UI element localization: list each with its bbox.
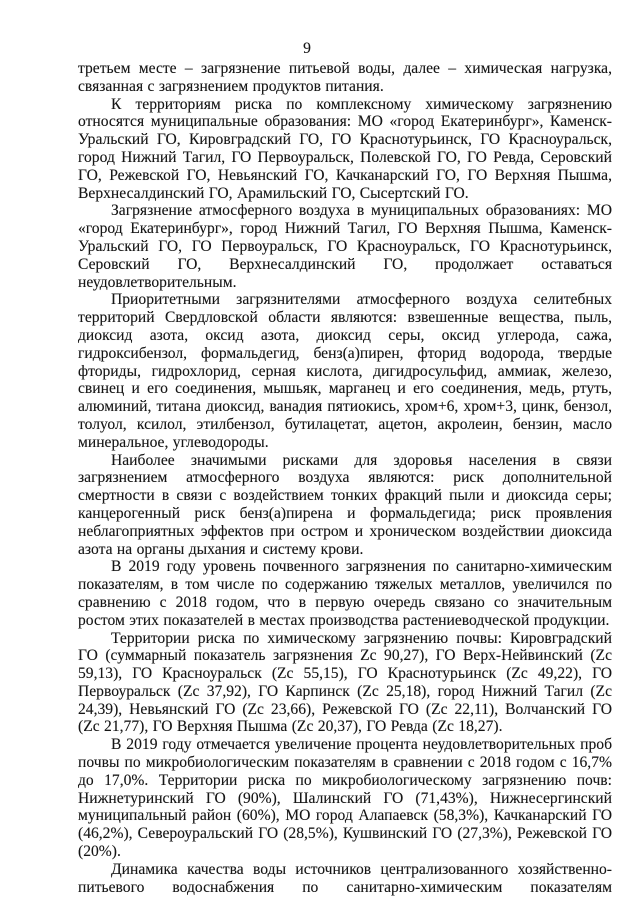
page-number: 9	[303, 40, 311, 57]
paragraph: К территориям риска по комплексному химическому загрязнению относятся муниципальные образования: МО «город Екатеринбург», Каменск-Уральский ГО, Кировградский ГО, ГО Краснотурьинск, ГО Красноуральск, город Нижний Тагил, ГО Первоуральск, Полевской ГО, ГО Ревда, Серовский ГО, Режевской ГО, Невьянский ГО, Качканарский ГО, ГО Верхняя Пышма, Верхнесалдинский ГО, Арамильский ГО, Сысертский ГО.	[78, 95, 612, 202]
paragraph: Территории риска по химическому загрязнению почвы: Кировградский ГО (суммарный показатель загрязнения Zc 90,27), ГО Верх-Нейвинский (Zc 59,13), ГО Красноуральск (Zc 55,15), ГО Краснотурьинск (Zc 49,22), ГО Первоуральск (Zc 37,92), ГО Карпинск (Zc 25,18), город Нижний Тагил (Zc 24,39), Невьянский ГО (Zc 23,66), Режевской ГО (Zc 22,11), Волчанский ГО (Zc 21,77), ГО Верхняя Пышма (Zc 20,37), ГО Ревда (Zc 18,27).	[78, 629, 612, 736]
paragraph: Загрязнение атмосферного воздуха в муниципальных образованиях: МО «город Екатеринбург», город Нижний Тагил, ГО Верхняя Пышма, Каменск-Уральский ГО, ГО Первоуральск, ГО Красноуральск, ГО Краснотурьинск, Серовский ГО, Верхнесалдинский ГО, продолжает оставаться неудовлетворительным.	[78, 202, 612, 291]
paragraph: Динамика качества воды источников централизованного хозяйственно-питьевого водоснабжения по санитарно-химическим показателям	[78, 860, 612, 896]
paragraph: В 2019 году уровень почвенного загрязнения по санитарно-химическим показателям, в том числе по содержанию тяжелых металлов, увеличился по сравнению с 2018 годом, что в первую очередь связано со значительным ростом этих показателей в местах производства растениеводческой продукции.	[78, 558, 612, 629]
paragraph: третьем месте – загрязнение питьевой воды, далее – химическая нагрузка, связанная с загрязнением продуктов питания.	[78, 60, 612, 95]
paragraph: В 2019 году отмечается увеличение процента неудовлетворительных проб почвы по микробиологическим показателям в сравнении с 2018 годом с 16,7% до 17,0%. Территории риска по микробиологическому загрязнению почв: Нижнетуринский ГО (90%), Шалинский ГО (71,43%), Нижнесергинский муниципальный район (60%), МО город Алапаевск (58,3%), Качканарский ГО (46,2%), Североуральский ГО (28,5%), Кушвинский ГО (27,3%), Режевской ГО (20%).	[78, 736, 612, 861]
document-body	[78, 60, 612, 896]
paragraph: Приоритетными загрязнителями атмосферного воздуха селитебных территорий Свердловской области являются: взвешенные вещества, пыль, диоксид азота, оксид азота, диоксид серы, оксид углерода, сажа, гидроксибензол, формальдегид, бенз(а)пирен, фторид водорода, твердые фториды, гидрохлорид, серная кислота, дигидросульфид, аммиак, железо, свинец и его соединения, мышьяк, марганец и его соединения, медь, ртуть, алюминий, титана диоксид, ванадия пятиокись, хром+6, хром+3, цинк, бензол, толуол, ксилол, этилбензол, бутилацетат, ацетон, акролеин, бензин, масло минеральное, углеводороды.	[78, 291, 612, 451]
paragraph: Наиболее значимыми рисками для здоровья населения в связи загрязнением атмосферного воздуха являются: риск дополнительной смертности в связи с воздействием тонких фракций пыли и диоксида серы; канцерогенный риск бенз(а)пирена и формальдегида; риск проявления неблагоприятных эффектов при остром и хроническом воздействии диоксида азота на органы дыхания и систему крови.	[78, 451, 612, 558]
